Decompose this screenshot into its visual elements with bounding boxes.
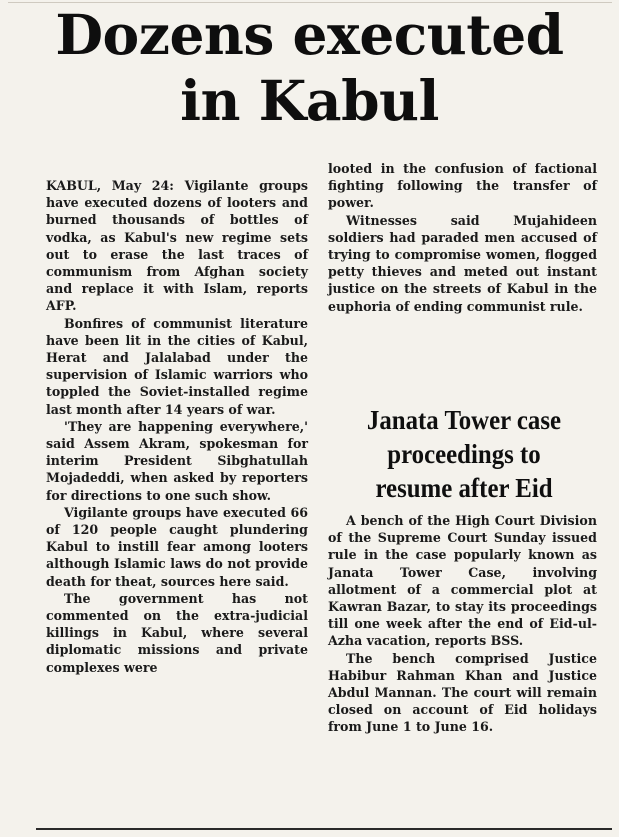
- story2-headline-line-2: proceedings to: [387, 439, 541, 469]
- story1-paragraph: Witnesses said Mujahideen soldiers had paraded men accused of trying to compromise women, flogged petty thieves and meted out instant justice on the streets of Kabul in the euphoria of ending communist rule.: [328, 212, 597, 314]
- story1-right-column: [328, 160, 597, 315]
- story2-headline-line-3: resume after Eid: [375, 473, 553, 503]
- story1-paragraph: 'They are happening everywhere,' said Assem Akram, spokesman for interim President Sibghatullah Mojadeddi, when asked by reporters for directions to one such show.: [46, 418, 308, 503]
- story1-paragraph: Bonfires of communist literature have been lit in the cities of Kabul, Herat and Jalalabad under the supervision of Islamic warriors who toppled the Soviet-installed regime last month after 14 years of war.: [46, 315, 308, 417]
- story1-left-column: [46, 177, 308, 676]
- main-headline: [0, 2, 619, 134]
- story1-paragraph: KABUL, May 24: Vigilante groups have executed dozens of looters and burned thousands of bottles of vodka, as Kabul's new regime sets out to erase the last traces of communism from Afghan society and replace it with Islam, reports AFP.: [46, 178, 308, 314]
- story2-paragraph: The bench comprised Justice Habibur Rahman Khan and Justice Abdul Mannan. The court will remain closed on account of Eid holidays from June 1 to June 16.: [328, 650, 597, 735]
- story1-paragraph: The government has not commented on the extra-judicial killings in Kabul, where several diplomatic missions and private complexes were: [46, 590, 308, 675]
- main-headline-line-1: Dozens executed: [55, 2, 564, 67]
- story2-paragraph: A bench of the High Court Division of the Supreme Court Sunday issued rule in the case popularly known as Janata Tower Case, involving allotment of a commercial plot at Kawran Bazar, to stay its proceedings till one week after the end of Eid-ul-Azha vacation, reports BSS.: [328, 513, 597, 649]
- story2-body: [328, 512, 597, 736]
- bottom-rule: [36, 828, 612, 830]
- story1-paragraph: looted in the confusion of factional fighting following the transfer of power.: [328, 161, 597, 211]
- main-headline-line-2: in Kabul: [180, 68, 439, 133]
- story1-paragraph: Vigilante groups have executed 66 of 120 people caught plundering Kabul to instill fear among looters although Islamic laws do not provide death for theat, sources here said.: [46, 504, 308, 589]
- story2-headline: [333, 403, 594, 505]
- story2-headline-line-1: Janata Tower case: [366, 405, 562, 435]
